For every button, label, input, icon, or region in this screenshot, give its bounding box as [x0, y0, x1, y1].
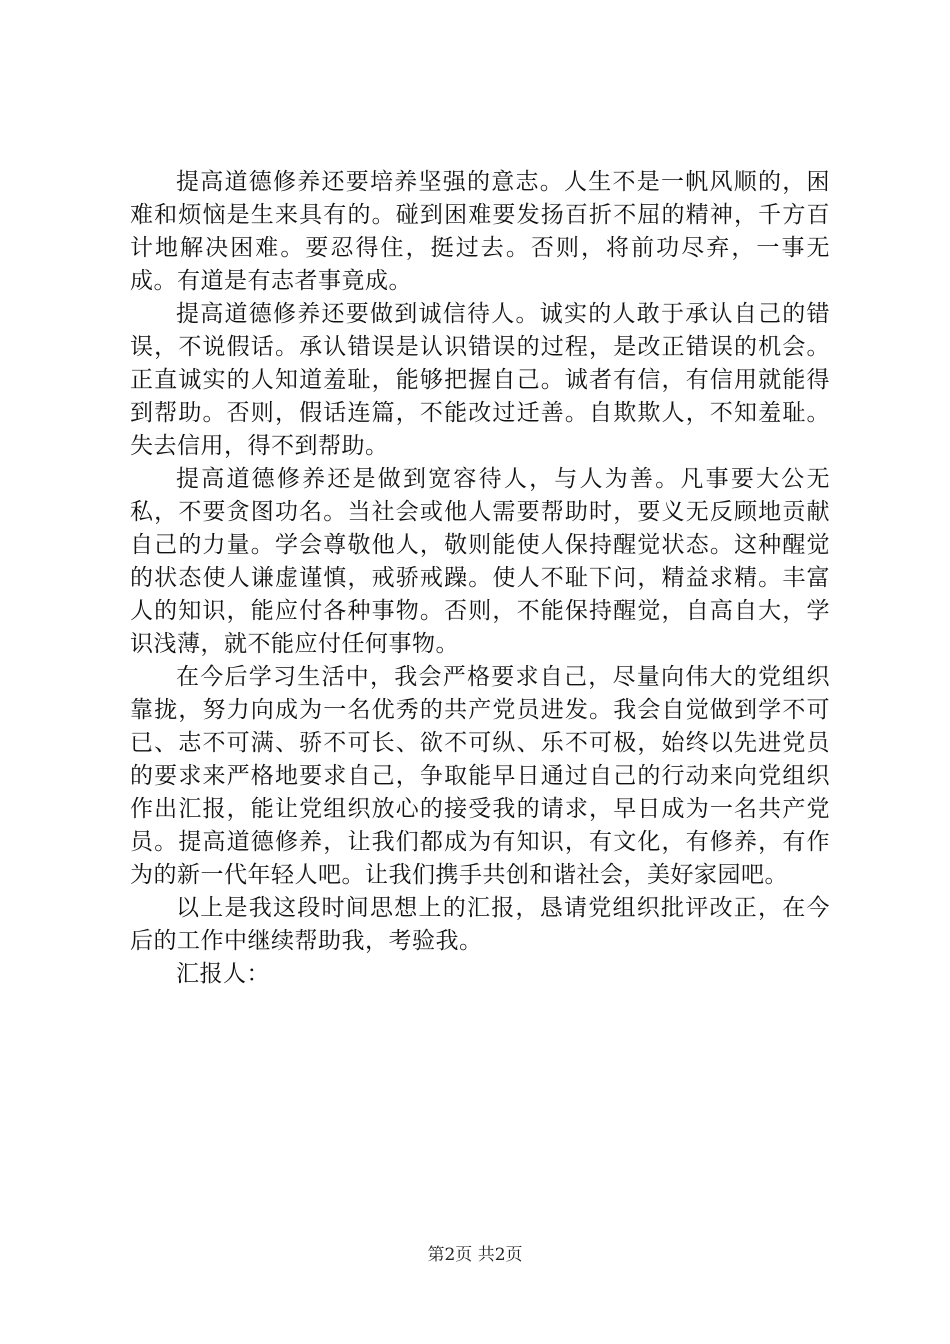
paragraph-future-plan: 在今后学习生活中，我会严格要求自己，尽量向伟大的党组织靠拢，努力向成为一名优秀的共产党员进发。我会自觉做到学不可已、志不可满、骄不可长、欲不可纵、乐不可极，始终以先进党员的要求来严格地要求自己，争取能早日通过自己的行动来向党组织作出汇报，能让党组织放心的接受我的请求，早日成为一名共产党员。提高道德修养，让我们都成为有知识，有文化，有修养，有作为的新一代年轻人吧。让我们携手共创和谐社会，美好家园吧。 — [130, 664, 830, 888]
paragraph-willpower: 提高道德修养还要培养坚强的意志。人生不是一帆风顺的，困难和烦恼是生来具有的。碰到困难要发扬百折不屈的精神，千方百计地解决困难。要忍得住，挺过去。否则，将前功尽弃，一事无成。有道是有志者事竟成。 — [130, 169, 830, 294]
page-number-footer: 第2页 共2页 — [427, 1245, 523, 1265]
paragraph-closing: 以上是我这段时间思想上的汇报，恳请党组织批评改正，在今后的工作中继续帮助我，考验我。 — [130, 895, 830, 954]
paragraph-honesty: 提高道德修养还要做到诚信待人。诚实的人敢于承认自己的错误，不说假话。承认错误是认识错误的过程，是改正错误的机会。正直诚实的人知道羞耻，能够把握自己。诚者有信，有信用就能得到帮助。否则，假话连篇，不能改过迁善。自欺欺人，不知羞耻。失去信用，得不到帮助。 — [130, 301, 830, 459]
paragraph-tolerance: 提高道德修养还是做到宽容待人，与人为善。凡事要大公无私，不要贪图功名。当社会或他人需要帮助时，要义无反顾地贡献自己的力量。学会尊敬他人，敬则能使人保持醒觉状态。这种醒觉的状态使人谦虚谨慎，戒骄戒躁。使人不耻下问，精益求精。丰富人的知识，能应付各种事物。否则，不能保持醒觉，自高自大，学识浅薄，就不能应付任何事物。 — [130, 466, 830, 657]
document-body — [130, 166, 830, 991]
reporter-signature-line: 汇报人： — [176, 961, 270, 987]
